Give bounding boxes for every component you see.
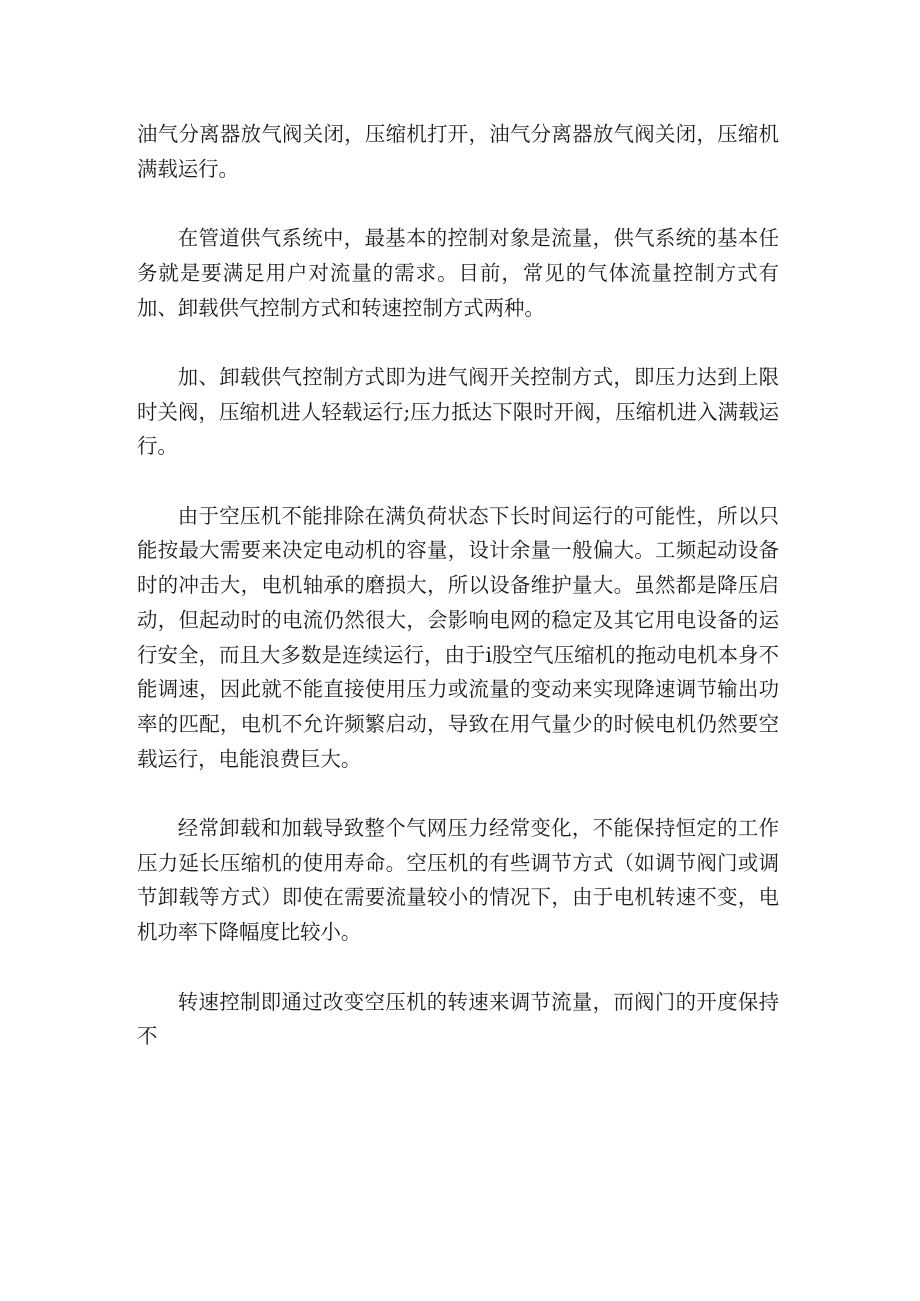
document-body <box>137 117 779 1089</box>
paragraph-speed-control: 转速控制即通过改变空压机的转速来调节流量，而阀门的开度保持不 <box>137 989 779 1049</box>
paragraph-pressure-variation: 经常卸载和加载导致整个气网压力经常变化，不能保持恒定的工作压力延长压缩机的使用寿命。空压机的有些调节方式（如调节阀门或调节卸载等方式）即使在需要流量较小的情况下，由于电机转速不变，电机功率下降幅度比较小。 <box>137 816 779 945</box>
paragraph-motor-capacity: 由于空压机不能排除在满负荷状态下长时间运行的可能性，所以只能按最大需要来决定电动机的容量，设计余量一般偏大。工频起动设备时的冲击大，电机轴承的磨损大，所以设备维护量大。虽然都是降压启动，但起动时的电流仍然很大，会影响电网的稳定及其它用电设备的运行安全，而且大多数是连续运行，由于i股空气压缩机的拖动电机本身不能调速，因此就不能直接使用压力或流量的变动来实现降速调节输出功率的匹配，电机不允许频繁启动，导致在用气量少的时候电机仍然要空载运行，电能浪费巨大。 <box>137 503 779 771</box>
paragraph-flow-control: 在管道供气系统中，最基本的控制对象是流量，供气系统的基本任务就是要满足用户对流量的需求。目前，常见的气体流量控制方式有加、卸载供气控制方式和转速控制方式两种。 <box>137 226 779 320</box>
paragraph-continued: 油气分离器放气阀关闭，压缩机打开，油气分离器放气阀关闭，压缩机满载运行。 <box>137 122 779 181</box>
paragraph-load-unload: 加、卸载供气控制方式即为进气阀开关控制方式，即压力达到上限时关阀，压缩机进人轻载运行;压力抵达下限时开阀，压缩机进入满载运行。 <box>137 364 779 459</box>
